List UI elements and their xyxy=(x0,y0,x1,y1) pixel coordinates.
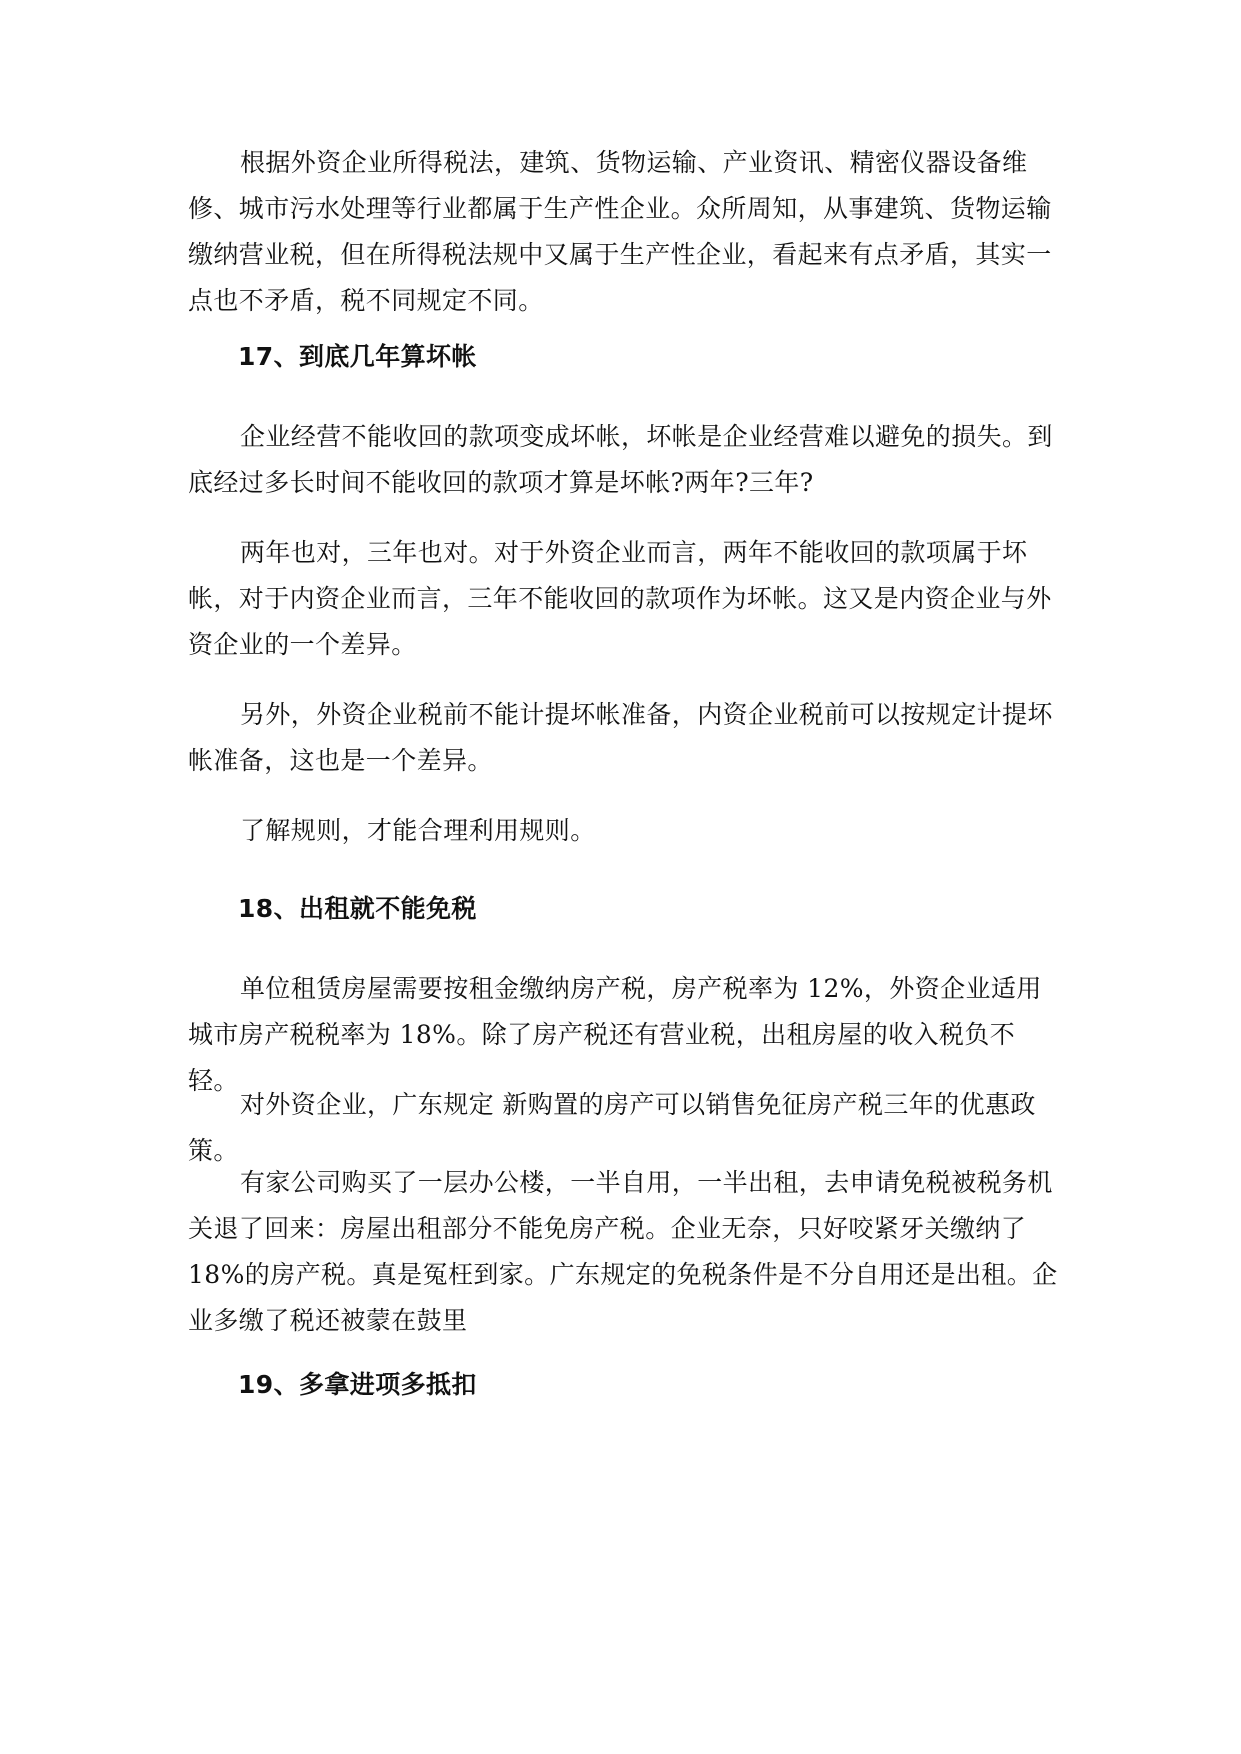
paragraph-bad-debt-answer: 两年也对，三年也对。对于外资企业而言，两年不能收回的款项属于坏帐，对于内资企业而言，三年不能收回的款项作为坏帐。这又是内资企业与外资企业的一个差异。 xyxy=(188,538,1052,659)
paragraph-property-tax-rate: 单位租赁房屋需要按租金缴纳房产税，房产税率为 12%，外资企业适用城市房产税税率为 18%。除了房产税还有营业税，出租房屋的收入税负不轻。 xyxy=(188,974,1042,1095)
paragraph-production-enterprise: 根据外资企业所得税法，建筑、货物运输、产业资讯、精密仪器设备维修、城市污水处理等行业都属于生产性企业。众所周知，从事建筑、货物运输缴纳营业税，但在所得税法规中又属于生产性企业，看起来有点矛盾，其实一点也不矛盾，税不同规定不同。 xyxy=(188,148,1052,315)
paragraph-guangdong-policy: 对外资企业，广东规定 新购置的房产可以销售免征房产税三年的优惠政策。 xyxy=(188,1090,1036,1165)
paragraph-bad-debt-reserve: 另外，外资企业税前不能计提坏帐准备，内资企业税前可以按规定计提坏帐准备，这也是一个差异。 xyxy=(188,700,1053,775)
heading-19: 19、多拿进项多抵扣 xyxy=(238,1370,477,1399)
heading-17: 17、到底几年算坏帐 xyxy=(238,342,477,371)
paragraph-rules: 了解规则，才能合理利用规则。 xyxy=(240,816,596,845)
paragraph-bad-debt-question: 企业经营不能收回的款项变成坏帐，坏帐是企业经营难以避免的损失。到底经过多长时间不能收回的款项才算是坏帐?两年?三年? xyxy=(188,422,1053,497)
heading-18: 18、出租就不能免税 xyxy=(238,894,477,923)
paragraph-company-case: 有家公司购买了一层办公楼，一半自用，一半出租，去申请免税被税务机关退了回来：房屋出租部分不能免房产税。企业无奈，只好咬紧牙关缴纳了 18%的房产税。真是冤枉到家。广东规定的免税条件是不分自用还是出租。企业多缴了税还被蒙在鼓里 xyxy=(188,1168,1058,1335)
